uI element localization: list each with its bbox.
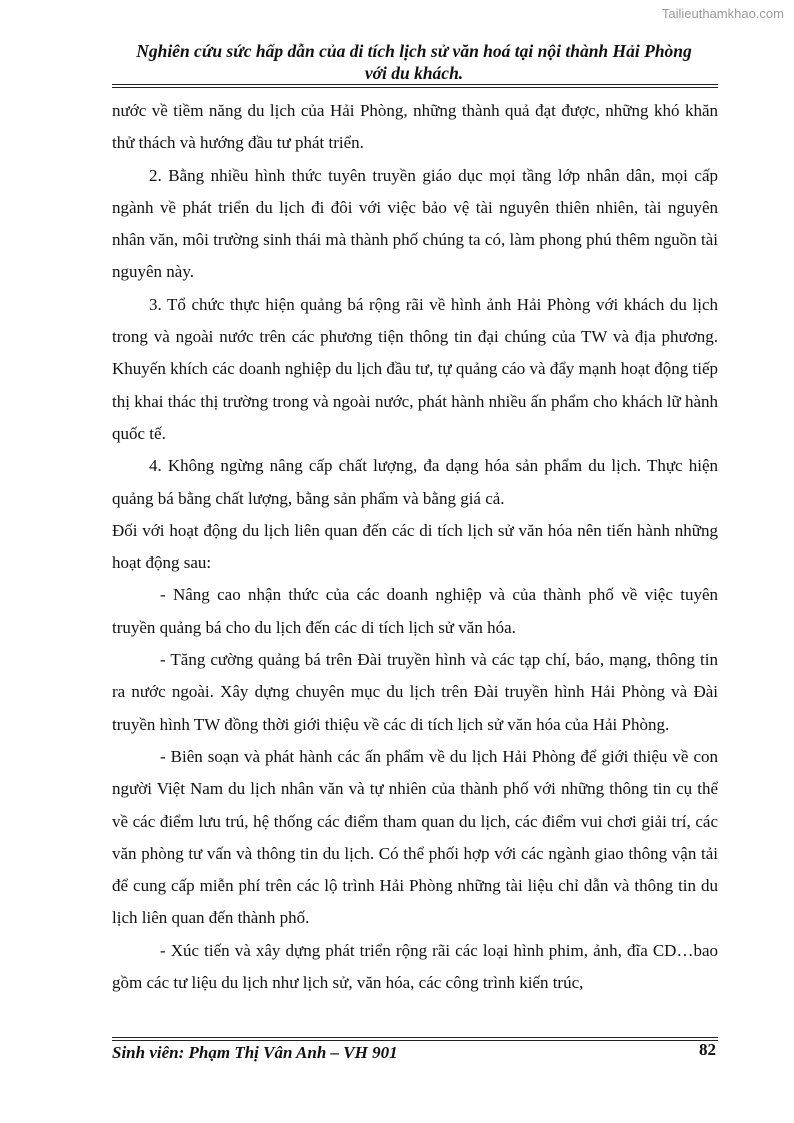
header-title-line-1: Nghiên cứu sức hấp dẫn của di tích lịch sử văn hoá tại nội thành Hải Phòng (136, 41, 692, 61)
page-number: 82 (699, 1040, 716, 1059)
footer-divider (112, 1037, 718, 1038)
document-body (112, 95, 718, 999)
footer-divider-thin (112, 1040, 718, 1041)
paragraph: 2. Bằng nhiều hình thức tuyên truyền giáo dục mọi tầng lớp nhân dân, mọi cấp ngành về phát triển du lịch đi đôi với việc bảo vệ tài nguyên thiên nhiên, tài nguyên nhân văn, môi trường sinh thái mà thành phố chúng ta có, làm phong phú thêm nguồn tài nguyên này. (112, 165, 718, 282)
header-divider-thin (112, 87, 718, 88)
paragraph: 4. Không ngừng nâng cấp chất lượng, đa dạng hóa sản phẩm du lịch. Thực hiện quảng bá bằng chất lượng, bằng sản phẩm và bằng giá cả. (112, 456, 718, 508)
list-item: - Tăng cường quảng bá trên Đài truyền hình và các tạp chí, báo, mạng, thông tin ra nước ngoài. Xây dựng chuyên mục du lịch trên Đài truyền hình Hải Phòng và Đài truyền hình TW đồng thời giới thiệu về các di tích lịch sử văn hóa của Hải Phòng. (112, 650, 718, 734)
list-item: - Biên soạn và phát hành các ấn phẩm về du lịch Hải Phòng để giới thiệu về con người Việt Nam du lịch nhân văn và tự nhiên của thành phố với những thông tin cụ thể về các điểm lưu trú, hệ thống các điểm tham quan du lịch, các điểm vui chơi giải trí, các văn phòng tư vấn và thông tin du lịch. Có thể phối hợp với các ngành giao thông vận tải để cung cấp miễn phí trên các lộ trình Hải Phòng những tài liệu chỉ dẫn và thông tin du lịch liên quan đến thành phố. (112, 746, 718, 928)
watermark: Tailieuthamkhao.com (661, 6, 784, 21)
paragraph: 3. Tổ chức thực hiện quảng bá rộng rãi về hình ảnh Hải Phòng với khách du lịch trong và ngoài nước trên các phương tiện thông tin đại chúng của TW và địa phương. Khuyến khích các doanh nghiệp du lịch đầu tư, tự quảng cáo và đẩy mạnh hoạt động tiếp thị khai thác thị trường trong và ngoài nước, phát hành nhiều ấn phẩm cho khách lữ hành quốc tế. (112, 294, 718, 443)
paragraph: Đối với hoạt động du lịch liên quan đến các di tích lịch sử văn hóa nên tiến hành những hoạt động sau: (112, 520, 718, 573)
paragraph: nước về tiềm năng du lịch của Hải Phòng, những thành quả đạt được, những khó khăn thử thách và hướng đầu tư phát triển. (112, 101, 718, 153)
list-item: - Nâng cao nhận thức của các doanh nghiệp và của thành phố về việc tuyên truyền quảng bá cho du lịch đến các di tích lịch sử văn hóa. (112, 585, 718, 637)
page-header (112, 40, 716, 84)
footer-student-name: Sinh viên: Phạm Thị Vân Anh – VH 901 (112, 1043, 398, 1062)
list-item: - Xúc tiến và xây dựng phát triển rộng rãi các loại hình phim, ảnh, đĩa CD…bao gồm các tư liệu du lịch như lịch sử, văn hóa, các công trình kiến trúc, (112, 940, 718, 993)
header-divider (112, 84, 718, 85)
header-title-line-2: với du khách. (364, 63, 464, 83)
